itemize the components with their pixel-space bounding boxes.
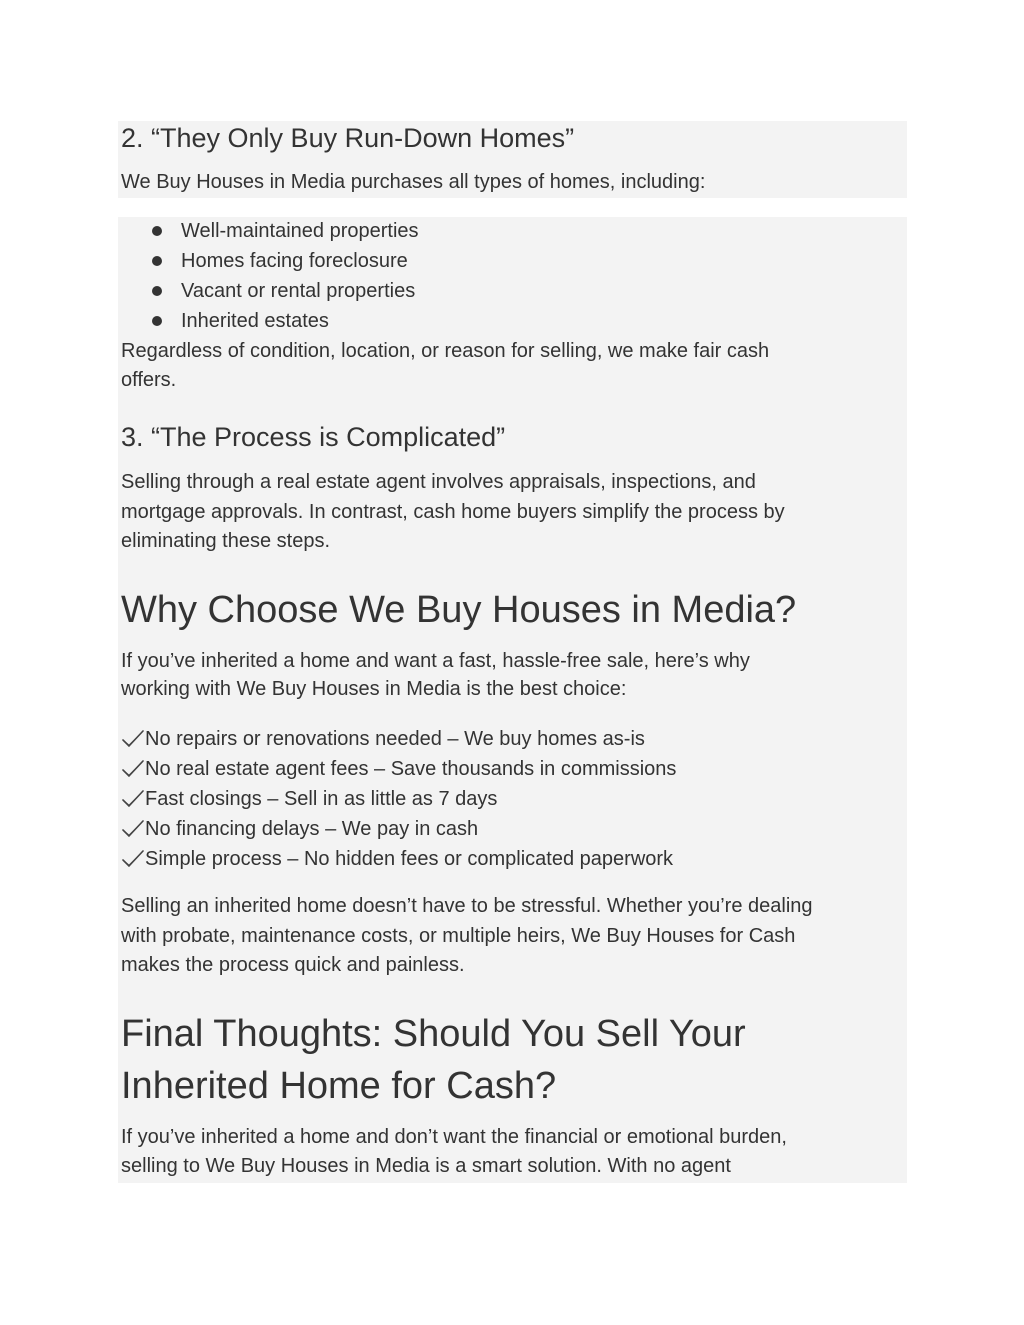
- why-outro-line-3: makes the process quick and painless.: [121, 954, 465, 976]
- why-intro-line-2: working with We Buy Houses in Media is the best choice:: [121, 678, 627, 700]
- myth-3-line-3: eliminating these steps.: [121, 530, 331, 552]
- list-item: No financing delays – We pay in cash: [121, 814, 676, 844]
- bullet-icon: [152, 316, 162, 326]
- myth-2-closing-line-1: Regardless of condition, location, or reason for selling, we make fair cash: [121, 340, 770, 362]
- final-thoughts-heading-line-2: Inherited Home for Cash?: [121, 1065, 557, 1107]
- list-item: No repairs or renovations needed – We buy homes as-is: [121, 724, 676, 754]
- why-intro-line-1: If you’ve inherited a home and want a fast, hassle-free sale, here’s why: [121, 650, 750, 672]
- list-item: Inherited estates: [150, 306, 419, 336]
- bullet-icon: [152, 286, 162, 296]
- final-line-1: If you’ve inherited a home and don’t want the financial or emotional burden,: [121, 1126, 787, 1148]
- list-item: Simple process – No hidden fees or complicated paperwork: [121, 844, 676, 874]
- check-mark-icon: [121, 788, 145, 810]
- list-item: No real estate agent fees – Save thousands in commissions: [121, 754, 676, 784]
- benefits-list: [121, 724, 676, 874]
- myth-2-closing-line-2: offers.: [121, 369, 177, 391]
- why-choose-heading: Why Choose We Buy Houses in Media?: [121, 589, 797, 631]
- list-item: Vacant or rental properties: [150, 276, 419, 306]
- final-thoughts-heading-line-1: Final Thoughts: Should You Sell Your: [121, 1013, 746, 1055]
- list-item: Fast closings – Sell in as little as 7 days: [121, 784, 676, 814]
- final-line-2: selling to We Buy Houses in Media is a smart solution. With no agent: [121, 1155, 731, 1177]
- check-mark-icon: [121, 758, 145, 780]
- why-outro-line-1: Selling an inherited home doesn’t have to be stressful. Whether you’re dealing: [121, 895, 813, 917]
- myth-3-line-1: Selling through a real estate agent involves appraisals, inspections, and: [121, 471, 756, 493]
- bullet-icon: [152, 226, 162, 236]
- home-types-list: [150, 216, 419, 336]
- check-mark-icon: [121, 848, 145, 870]
- myth-3-line-2: mortgage approvals. In contrast, cash home buyers simplify the process by: [121, 501, 785, 523]
- myth-3-heading: 3. “The Process is Complicated”: [121, 422, 506, 452]
- list-item: Well-maintained properties: [150, 216, 419, 246]
- check-mark-icon: [121, 728, 145, 750]
- bullet-icon: [152, 256, 162, 266]
- myth-2-intro: We Buy Houses in Media purchases all types of homes, including:: [121, 171, 706, 193]
- why-outro-line-2: with probate, maintenance costs, or multiple heirs, We Buy Houses for Cash: [121, 925, 796, 947]
- list-item: Homes facing foreclosure: [150, 246, 419, 276]
- myth-2-heading: 2. “They Only Buy Run-Down Homes”: [121, 123, 575, 153]
- check-mark-icon: [121, 818, 145, 840]
